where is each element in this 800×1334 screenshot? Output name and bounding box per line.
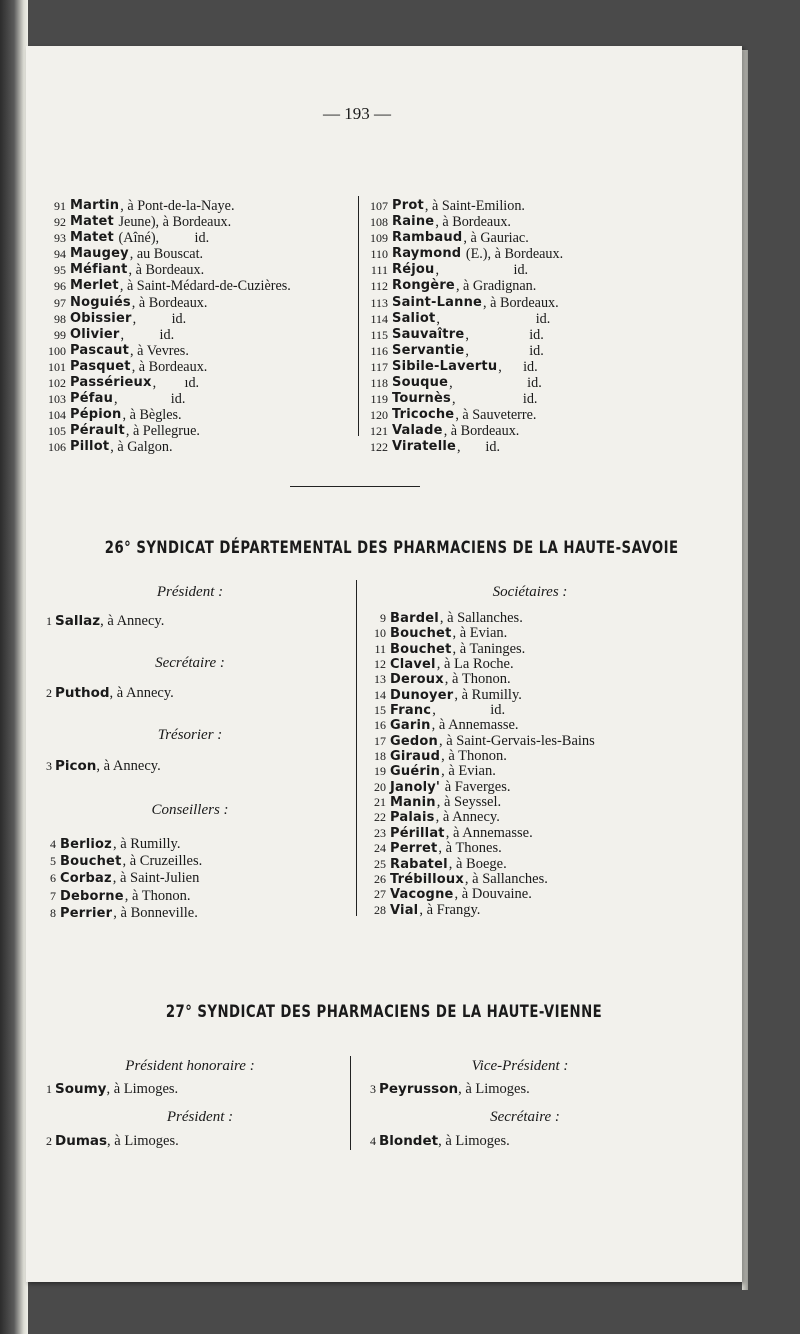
entry-number: 96 xyxy=(54,279,66,294)
member-name: Olivier xyxy=(70,326,120,342)
member-location: , à Annemasse. xyxy=(445,824,533,841)
member-location: , ıd. xyxy=(152,375,200,392)
member-location: , à Gauriac. xyxy=(463,230,529,247)
role-label-president: Président : xyxy=(166,1109,234,1125)
entry-number: 105 xyxy=(48,424,66,439)
member-name: Matet xyxy=(70,230,114,246)
member-name: Rabatel xyxy=(390,856,448,872)
entry-number: 102 xyxy=(48,376,66,391)
entry-number: 5 xyxy=(50,854,56,869)
member-name: Giraud xyxy=(390,749,441,765)
member-location: , à Thones. xyxy=(438,840,502,857)
member-name: Réjou xyxy=(392,262,435,278)
member-entry xyxy=(44,905,202,922)
member-location: , à Pellegrue. xyxy=(125,423,200,440)
member-entry xyxy=(44,423,291,439)
member-entry xyxy=(362,343,563,359)
member-entry xyxy=(362,214,563,230)
column-divider xyxy=(358,196,359,436)
member-location: , à Galgon. xyxy=(110,439,173,456)
member-name: Soumy xyxy=(55,1081,107,1097)
member-entry xyxy=(362,857,595,872)
member-name: Obissier xyxy=(70,310,132,326)
member-location: , à Limoges. xyxy=(106,1081,179,1097)
member-entry xyxy=(362,407,563,423)
entry-number: 94 xyxy=(54,247,66,262)
member-name: Garin xyxy=(390,718,431,734)
member-name: Prot xyxy=(392,198,424,213)
member-name: Manin xyxy=(390,795,436,811)
member-location: , à Taninges. xyxy=(452,640,526,657)
member-location: (E.), à Bordeaux. xyxy=(462,246,564,263)
member-entry xyxy=(362,826,595,841)
entry-number: 115 xyxy=(370,327,388,342)
member-entry xyxy=(362,359,563,375)
member-location: , à Saint-Gervais-les-Bains xyxy=(438,732,595,749)
member-entry xyxy=(362,230,563,246)
entry-number: 11 xyxy=(374,641,386,656)
section-separator xyxy=(290,486,420,487)
member-location: , à Annecy. xyxy=(435,809,500,826)
member-entry xyxy=(362,642,595,657)
member-name: Méfiant xyxy=(70,262,128,278)
role-label-vice-president: Vice-Président : xyxy=(471,1058,569,1074)
member-name: Valade xyxy=(392,423,443,439)
member-entry xyxy=(362,295,563,311)
entry-number: 27 xyxy=(374,887,386,902)
member-entry xyxy=(362,780,595,795)
member-list-left xyxy=(44,198,291,456)
member-location: , à Vevres. xyxy=(130,342,189,359)
member-name: Perret xyxy=(390,841,438,857)
member-name: Tournès xyxy=(392,391,451,407)
page-number: — 193 — xyxy=(323,104,391,123)
entry-number: 99 xyxy=(54,327,66,342)
entry-number: 101 xyxy=(48,359,66,374)
member-name: Pépion xyxy=(70,407,122,423)
column-divider xyxy=(350,1056,351,1150)
member-location: , à Seyssel. xyxy=(436,794,502,811)
member-location: , à Annemasse. xyxy=(431,717,519,734)
member-location: , à La Roche. xyxy=(436,656,514,673)
member-location: , à Sallanches. xyxy=(464,870,548,887)
member-entry xyxy=(44,198,291,214)
member-entry xyxy=(362,375,563,391)
entry-number: 19 xyxy=(374,764,386,779)
officer-secretaire xyxy=(370,1133,510,1150)
member-entry xyxy=(44,836,202,853)
member-name: Raine xyxy=(392,214,435,230)
member-entry xyxy=(362,764,595,779)
officer-tresorier xyxy=(46,758,161,775)
member-name: Bardel xyxy=(390,611,439,626)
member-entry xyxy=(44,391,291,407)
role-label-president: Président : xyxy=(156,584,224,600)
section-heading-26: 26° SYNDICAT DÉPARTEMENTAL DES PHARMACIENS DE LA HAUTE-SAVOIE xyxy=(104,538,679,558)
member-entry xyxy=(44,230,291,246)
officer-president-honoraire xyxy=(46,1081,178,1098)
member-location: , à Bègles. xyxy=(122,407,182,424)
member-name: Sauvaître xyxy=(392,326,465,342)
entry-number: 93 xyxy=(54,231,66,246)
member-location: , id. xyxy=(114,391,186,408)
column-divider xyxy=(356,580,357,916)
member-location: (Aîné), id. xyxy=(114,230,210,247)
member-location: , à Annecy. xyxy=(109,685,174,701)
member-entry xyxy=(362,626,595,641)
member-entry xyxy=(362,703,595,718)
entry-number: 104 xyxy=(48,408,66,423)
entry-number: 113 xyxy=(370,295,388,310)
member-location: , à Sallanches. xyxy=(439,610,523,626)
entry-number: 17 xyxy=(374,733,386,748)
member-entry xyxy=(44,327,291,343)
member-location: , id. xyxy=(449,375,542,392)
member-entry xyxy=(362,611,595,626)
conseillers-list xyxy=(44,836,202,922)
member-entry xyxy=(44,888,202,905)
member-location: Jeune), à Bordeaux. xyxy=(114,214,232,231)
member-location: , à Bordeaux. xyxy=(128,262,205,279)
member-location: , à Gradignan. xyxy=(455,278,537,295)
role-label-president-honoraire: Président honoraire : xyxy=(125,1058,255,1074)
member-entry xyxy=(362,311,563,327)
member-name: Raymond xyxy=(392,246,462,262)
member-name: Trébilloux xyxy=(390,871,464,887)
entry-number: 110 xyxy=(370,247,388,262)
member-name: Vial xyxy=(390,902,419,918)
officer-president xyxy=(46,1133,179,1150)
member-name: Puthod xyxy=(55,685,110,701)
member-entry xyxy=(362,903,595,918)
member-entry xyxy=(44,278,291,294)
entry-number: 2 xyxy=(46,686,52,700)
member-entry xyxy=(362,246,563,262)
member-location: , à Bordeaux. xyxy=(483,294,559,311)
member-entry xyxy=(44,407,291,423)
member-location: , id. xyxy=(457,439,501,456)
entry-number: 116 xyxy=(370,343,388,358)
entry-number: 122 xyxy=(370,440,388,455)
member-name: Sibile-Lavertu xyxy=(392,358,498,374)
entry-number: 111 xyxy=(370,263,388,278)
member-name: Noguiés xyxy=(70,294,131,310)
member-location: , à Limoges. xyxy=(438,1133,510,1149)
member-location: , id. xyxy=(436,310,551,327)
member-entry xyxy=(362,657,595,672)
entry-number: 117 xyxy=(370,359,388,374)
entry-number: 15 xyxy=(374,703,386,718)
member-location: , à Sauveterre. xyxy=(455,407,537,424)
member-entry xyxy=(44,311,291,327)
member-location: , à Bordeaux. xyxy=(131,294,208,311)
member-location: , à Rumilly. xyxy=(454,686,522,703)
entry-number: 108 xyxy=(370,215,388,230)
member-entry xyxy=(44,359,291,375)
member-entry xyxy=(362,887,595,902)
member-location: , à Boege. xyxy=(448,855,507,872)
member-name: Pérault xyxy=(70,423,125,439)
entry-number: 24 xyxy=(374,841,386,856)
member-location: , à Thonon. xyxy=(441,748,507,765)
member-location: , à Annecy. xyxy=(100,613,165,629)
member-location: , id. xyxy=(132,310,187,327)
book-spine-shadow xyxy=(0,0,28,1334)
member-entry xyxy=(44,343,291,359)
member-entry xyxy=(44,214,291,230)
member-name: Pascaut xyxy=(70,342,130,358)
member-entry xyxy=(44,295,291,311)
role-label-secretaire: Secrétaire : xyxy=(490,1109,560,1125)
member-name: Matet xyxy=(70,214,114,230)
entry-number: 98 xyxy=(54,311,66,326)
member-name: Servantie xyxy=(392,342,465,358)
entry-number: 13 xyxy=(374,672,386,687)
member-entry xyxy=(362,439,563,455)
member-entry xyxy=(44,870,202,887)
member-entry xyxy=(362,795,595,810)
entry-number: 22 xyxy=(374,810,386,825)
member-entry xyxy=(362,718,595,733)
entry-number: 106 xyxy=(48,440,66,455)
member-entry xyxy=(362,423,563,439)
member-name: Saliot xyxy=(392,310,436,326)
entry-number: 10 xyxy=(374,626,386,641)
entry-number: 8 xyxy=(50,905,56,920)
entry-number: 18 xyxy=(374,749,386,764)
member-entry xyxy=(362,841,595,856)
entry-number: 12 xyxy=(374,657,386,672)
entry-number: 9 xyxy=(380,611,386,625)
member-location: , à Cruzeilles. xyxy=(122,853,203,870)
member-name: Sallaz xyxy=(55,613,101,629)
member-location: , id. xyxy=(435,262,529,279)
entry-number: 14 xyxy=(374,687,386,702)
member-name: Clavel xyxy=(390,657,436,673)
entry-number: 1 xyxy=(46,1082,52,1096)
page-edge xyxy=(742,50,748,1290)
member-entry xyxy=(44,246,291,262)
member-location: , id. xyxy=(120,326,175,343)
entry-number: 91 xyxy=(54,199,66,213)
member-location: à Faverges. xyxy=(441,778,511,795)
member-name: Peyrusson xyxy=(379,1081,459,1097)
member-location: , id. xyxy=(432,702,506,719)
member-name: Vacogne xyxy=(390,887,454,903)
member-entry xyxy=(362,734,595,749)
member-location: , à Evian. xyxy=(452,625,508,642)
role-label-secretaire: Secrétaire : xyxy=(155,655,225,671)
member-location: , à Frangy. xyxy=(419,901,481,918)
member-location: , à Annecy. xyxy=(96,758,161,774)
member-name: Rambaud xyxy=(392,230,463,246)
member-name: Péfau xyxy=(70,391,114,407)
member-name: Bouchet xyxy=(390,641,452,657)
member-name: Merlet xyxy=(70,278,119,294)
member-location: , à Bonneville. xyxy=(113,904,198,921)
member-entry xyxy=(44,262,291,278)
member-name: Perrier xyxy=(60,905,113,921)
member-name: Maugey xyxy=(70,246,129,262)
role-label-societaires: Sociétaires : xyxy=(492,584,568,600)
member-name: Périllat xyxy=(390,825,445,841)
entry-number: 20 xyxy=(374,779,386,794)
member-location: , à Bordeaux. xyxy=(131,358,208,375)
entry-number: 21 xyxy=(374,795,386,810)
member-name: Franc xyxy=(390,703,432,719)
member-location: , à Thonon. xyxy=(124,887,191,904)
member-name: Corbaz xyxy=(60,871,112,887)
member-location: , à Saint-Médard-de-Cuzières. xyxy=(119,278,291,295)
entry-number: 23 xyxy=(374,825,386,840)
member-name: Pillot xyxy=(70,439,110,455)
member-location: , à Evian. xyxy=(441,763,496,780)
member-name: Janoly' xyxy=(390,779,441,795)
entry-number: 120 xyxy=(370,408,388,423)
member-name: Deroux xyxy=(390,672,444,688)
entry-number: 107 xyxy=(370,199,388,213)
member-name: Deborne xyxy=(60,888,124,904)
member-location: , id. xyxy=(498,358,538,375)
entry-number: 103 xyxy=(48,392,66,407)
entry-number: 16 xyxy=(374,718,386,733)
member-name: Berlioz xyxy=(60,837,112,852)
entry-number: 95 xyxy=(54,263,66,278)
member-entry xyxy=(362,327,563,343)
entry-number: 118 xyxy=(370,376,388,391)
entry-number: 109 xyxy=(370,231,388,246)
member-location: , id. xyxy=(465,342,544,359)
member-name: Blondet xyxy=(379,1133,439,1149)
entry-number: 97 xyxy=(54,295,66,310)
member-location: , à Saint-Julien xyxy=(112,870,200,887)
member-name: Rongère xyxy=(392,278,455,294)
entry-number: 4 xyxy=(370,1134,376,1148)
member-location: , à Douvaine. xyxy=(454,886,532,903)
member-entry xyxy=(44,375,291,391)
member-name: Gedon xyxy=(390,733,438,749)
entry-number: 6 xyxy=(50,871,56,886)
member-name: Dunoyer xyxy=(390,687,454,703)
member-location: , à Limoges. xyxy=(458,1081,530,1097)
entry-number: 7 xyxy=(50,888,56,903)
entry-number: 119 xyxy=(370,392,388,407)
entry-number: 121 xyxy=(370,424,388,439)
member-name: Saint-Lanne xyxy=(392,294,483,310)
societaires-list xyxy=(362,611,595,918)
entry-number: 112 xyxy=(370,279,388,294)
member-name: Picon xyxy=(55,758,97,774)
officer-secretaire xyxy=(46,685,174,702)
member-location: , à Pont-de-la-Naye. xyxy=(120,198,235,214)
entry-number: 25 xyxy=(374,856,386,871)
member-entry xyxy=(44,439,291,455)
entry-number: 92 xyxy=(54,215,66,230)
member-location: , id. xyxy=(465,326,544,343)
member-location: , à Thonon. xyxy=(444,671,511,688)
entry-number: 26 xyxy=(374,871,386,886)
member-entry xyxy=(362,262,563,278)
member-location: , au Bouscat. xyxy=(129,246,204,263)
member-entry xyxy=(362,810,595,825)
member-entry xyxy=(362,278,563,294)
member-location: , à Bordeaux. xyxy=(435,214,511,231)
entry-number: 2 xyxy=(46,1134,52,1148)
member-entry xyxy=(362,688,595,703)
entry-number: 1 xyxy=(46,614,52,628)
member-entry xyxy=(44,853,202,870)
member-location: , à Bordeaux. xyxy=(443,423,520,440)
entry-number: 100 xyxy=(48,343,66,358)
member-name: Souque xyxy=(392,375,449,391)
member-name: Tricoche xyxy=(392,407,455,423)
member-entry xyxy=(362,391,563,407)
member-entry xyxy=(362,198,563,214)
member-name: Viratelle xyxy=(392,439,457,455)
member-location: , à Limoges. xyxy=(107,1133,179,1149)
entry-number: 3 xyxy=(370,1082,376,1096)
entry-number: 114 xyxy=(370,311,388,326)
member-name: Dumas xyxy=(55,1133,108,1149)
officer-president xyxy=(46,613,164,630)
member-location: , à Rumilly. xyxy=(112,836,181,852)
member-name: Bouchet xyxy=(390,626,452,642)
entry-number: 4 xyxy=(50,837,56,851)
member-name: Pasquet xyxy=(70,358,131,374)
entry-number: 3 xyxy=(46,759,52,773)
officer-vice-president xyxy=(370,1081,530,1098)
member-name: Guérin xyxy=(390,764,441,780)
member-name: Martin xyxy=(70,198,120,213)
member-list-right xyxy=(362,198,563,456)
role-label-conseillers: Conseillers : xyxy=(151,802,229,818)
member-entry xyxy=(362,749,595,764)
section-heading-27: 27° SYNDICAT DES PHARMACIENS DE LA HAUTE-VIENNE xyxy=(165,1002,603,1022)
entry-number: 28 xyxy=(374,902,386,917)
member-location: , id. xyxy=(451,391,538,408)
member-name: Passérieux xyxy=(70,375,152,391)
member-entry xyxy=(362,872,595,887)
member-location: , à Saint-Emilion. xyxy=(424,198,525,214)
member-name: Palais xyxy=(390,810,435,826)
member-name: Bouchet xyxy=(60,854,122,870)
member-entry xyxy=(362,672,595,687)
role-label-tresorier: Trésorier : xyxy=(157,727,223,743)
